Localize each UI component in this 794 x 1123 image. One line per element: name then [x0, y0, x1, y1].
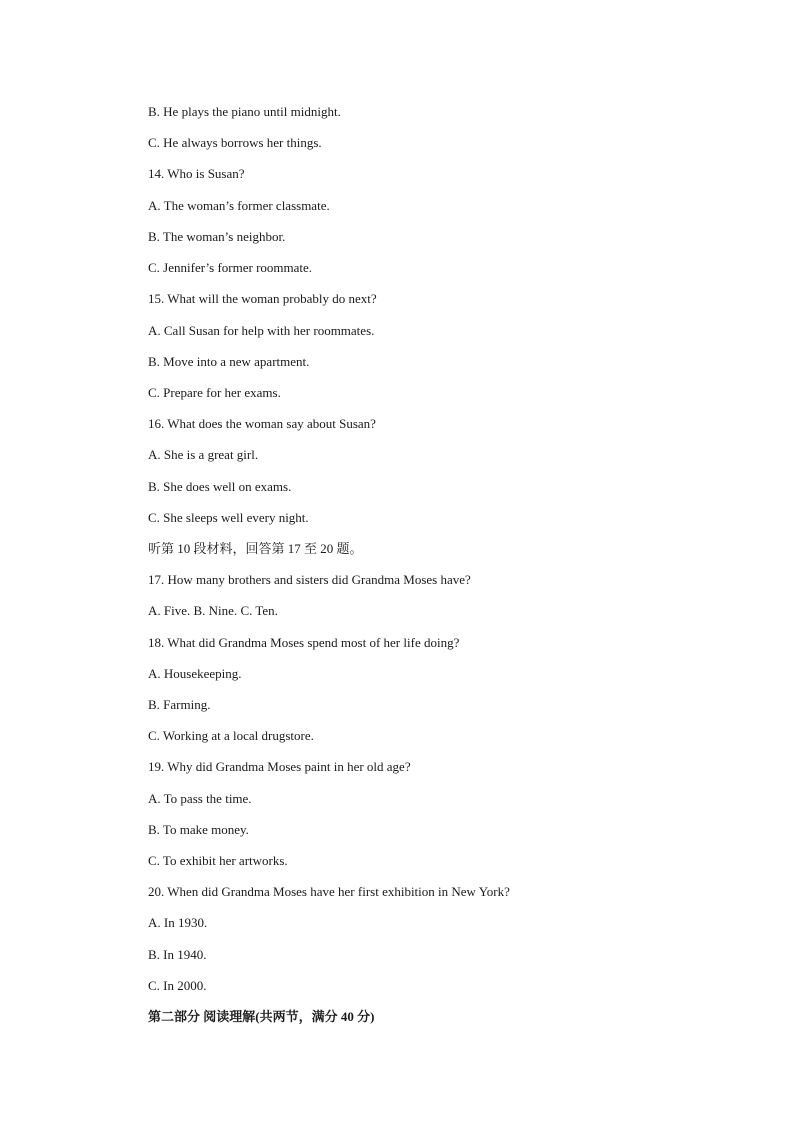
option-18c: C. Working at a local drugstore. — [148, 728, 314, 743]
option-14a: A. The woman’s former classmate. — [148, 198, 330, 213]
option-19b: B. To make money. — [148, 822, 249, 837]
option-15b: B. Move into a new apartment. — [148, 354, 310, 369]
question-16: 16. What does the woman say about Susan? — [148, 416, 376, 431]
option-16c: C. She sleeps well every night. — [148, 510, 309, 525]
question-14: 14. Who is Susan? — [148, 166, 245, 181]
question-18: 18. What did Grandma Moses spend most of her life doing? — [148, 635, 460, 650]
option-20b: B. In 1940. — [148, 947, 207, 962]
option-18a: A. Housekeeping. — [148, 666, 242, 681]
option-20c: C. In 2000. — [148, 978, 207, 993]
option-18b: B. Farming. — [148, 697, 211, 712]
part-two-heading: 第二部分 阅读理解(共两节，满分 40 分) — [148, 1009, 375, 1024]
question-17: 17. How many brothers and sisters did Grandma Moses have? — [148, 572, 471, 587]
option-15a: A. Call Susan for help with her roommates. — [148, 323, 375, 338]
option-13c: C. He always borrows her things. — [148, 135, 322, 150]
option-16b: B. She does well on exams. — [148, 479, 292, 494]
question-15: 15. What will the woman probably do next? — [148, 291, 377, 306]
question-20: 20. When did Grandma Moses have her first exhibition in New York? — [148, 884, 510, 899]
question-19: 19. Why did Grandma Moses paint in her old age? — [148, 759, 411, 774]
option-14b: B. The woman’s neighbor. — [148, 229, 286, 244]
options-17: A. Five. B. Nine. C. Ten. — [148, 603, 278, 618]
option-19a: A. To pass the time. — [148, 791, 252, 806]
option-19c: C. To exhibit her artworks. — [148, 853, 288, 868]
option-13b: B. He plays the piano until midnight. — [148, 104, 341, 119]
section-instruction: 听第 10 段材料，回答第 17 至 20 题。 — [148, 541, 363, 556]
option-15c: C. Prepare for her exams. — [148, 385, 281, 400]
option-14c: C. Jennifer’s former roommate. — [148, 260, 313, 275]
option-20a: A. In 1930. — [148, 915, 208, 930]
option-16a: A. She is a great girl. — [148, 447, 259, 462]
